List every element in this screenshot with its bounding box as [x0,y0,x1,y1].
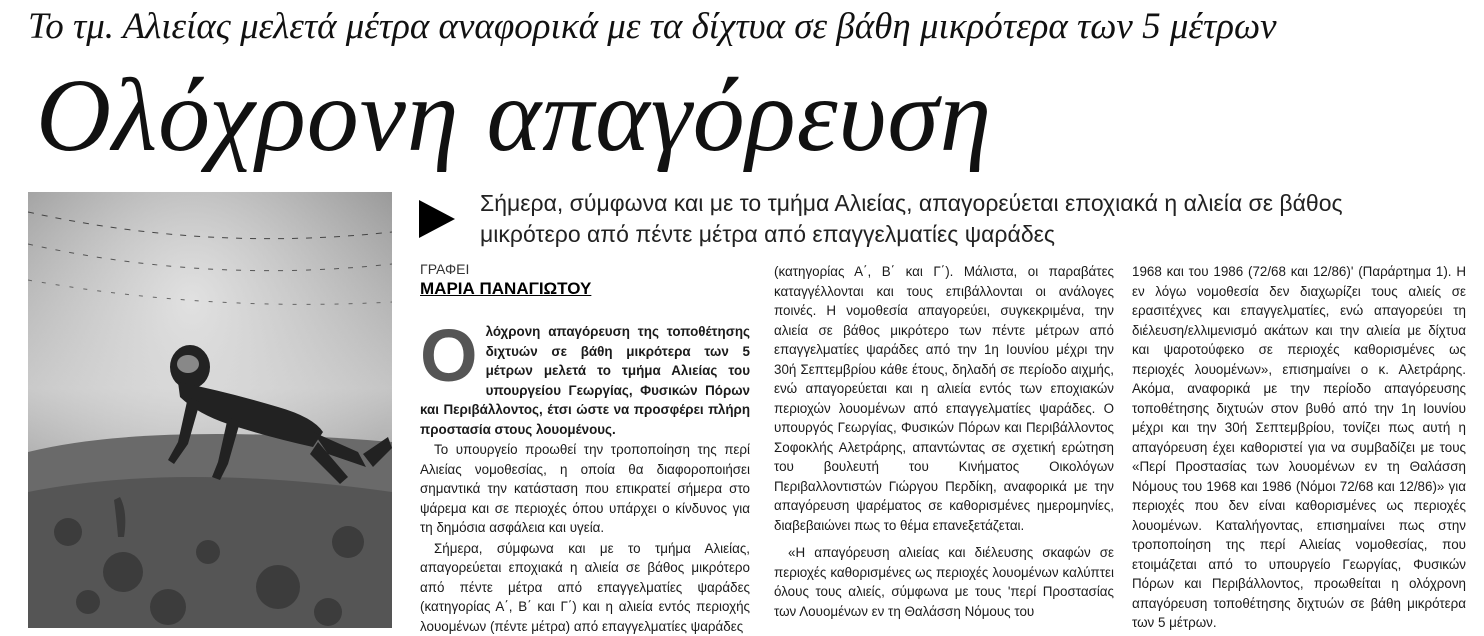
lead-paragraph: Σήμερα, σύμφωνα και με το τμήμα Αλιείας, απαγορεύεται εποχιακά η αλιεία σε βάθος μικρότερο από πέντε μέτρα από επαγγελματίες ψαράδες [480,188,1440,250]
article-paragraph: 1968 και του 1986 (72/68 και 12/86)' (Παράρτημα 1). Η εν λόγω νομοθεσία δεν διαχωρίζει τους αλιείς σε ερασιτέχνες και επαγγελματίες, ενώ απαγορεύει τη διέλευση/ελλιμενισμό ακάτων και την αλιεία με δίχτυα και ψαροτούφεκο σε περιοχές καθορισμένες ως περιοχές λουομένων», επισημαίνει ο κ. Αλετράρης. Ακόμα, αναφορικά με την περίοδο απαγόρευσης τοποθέτησης διχτυών στον βυθό από την 1η Ιουνίου μέχρι και την 30ή Σεπτεμβρίου, τονίζει πως αυτή η απαγόρευση έχει καθοριστεί για να συμβαδίζει με τους «Περί Προστασίας των λουομένων εν τη Θαλάσση Νόμους του 1968 και 1986 (Νόμοι 72/68 και 12/86)» για περιοχές που δεν είναι καθορισμένες ως περιοχές λουομένων. Καταλήγοντας, επισημαίνει πως στην τροποποίηση της περί Αλιείας νομοθεσίας, που ετοιμάζεται από το υπουργείο Γεωργίας, Φυσικών Πόρων και Περιβάλλοντος, προωθείται η ολόχρονη απαγόρευση τοποθέτησης διχτυών σε βάθη μικρότερα των 5 μέτρων. [1132,262,1466,633]
article-paragraph: Το υπουργείο προωθεί την τροποποίηση της περί Αλιείας νομοθεσίας, η οποία θα διαφοροποιήσει σημαντικά την κατάσταση που επικρατεί σήμερα στο ψάρεμα και σε περιοχές όπου υπάρχει ο κίνδυνος για τη δημόσια ασφάλεια και υγεία. [420,440,750,538]
article-column-1 [420,322,750,636]
article-paragraph: (κατηγορίας Α΄, Β΄ και Γ΄). Μάλιστα, οι παραβάτες καταγγέλλονται και τους επιβάλλονται οι ανάλογες ποινές. Η νομοθεσία απαγορεύει, συγκεκριμένα, την αλιεία σε βάθος μικρότερο των πέντε μέτρων από επαγγελματίες ψαράδες από την 1η Ιουνίου μέχρι την 30ή Σεπτεμβρίου κάθε έτους, δηλαδή σε περίοδο αιχμής, ενώ απαγορεύεται και η αλιεία εντός των εποχιακών περιοχών λουομένων από επαγγελματίες ψαράδες. Ο υπουργός Γεωργίας, Φυσικών Πόρων και Περιβάλλοντος Σοφοκλής Αλετράρης, απαντώντας σε σχετική ερώτηση του βουλευτή του Κινήματος Οικολόγων Περιβαλλοντιστών Γιώργου Περδίκη, αναφορικά με την απαγόρευση ψαρέματος σε καθορισμένες ημερομηνίες, διαβεβαιώνει πως το θέμα επανεξετάζεται. [774,262,1114,535]
byline-author: ΜΑΡΙΑ ΠΑΝΑΓΙΩΤΟΥ [420,279,591,299]
headline: Ολόχρονη απαγόρευση [36,56,992,176]
article-paragraph: Σήμερα, σύμφωνα και με το τμήμα Αλιείας, απαγορεύεται εποχιακά η αλιεία σε βάθος μικρότερο από πέντε μέτρα από επαγγελματίες ψαράδες (κατηγορίας Α΄, Β΄ και Γ΄) και η αλιεία εντός περιοχής λουομένων (πέντε μέτρα) από επαγγελματίες ψαράδες [420,539,750,636]
intro-text: λόχρονη απαγόρευση της τοποθέτησης διχτυών σε βάθη μικρότερα των 5 μέτρων μελετά το τμήμα Αλιείας του υπουργείου Γεωργίας, Φυσικών Πόρων και Περιβάλλοντος, έτσι ώστε να προσφέρει πλήρη προστασία στους λουομένους. [420,324,750,437]
lead-arrow-icon [419,200,455,238]
kicker: Το τμ. Αλιείας μελετά μέτρα αναφορικά με τα δίχτυα σε βάθη μικρότερα των 5 μέτρων [28,4,1468,50]
article-paragraph: «Η απαγόρευση αλιείας και διέλευσης σκαφών σε περιοχές καθορισμένες ως περιοχές λουομένων καλύπτει όλους τους αλιείς, σύμφωνα με τους 'περί Προστασίας των Λουομένων εν τη Θαλάσση Νόμους του [774,543,1114,621]
article-intro [420,322,750,439]
article-column-2 [774,262,1114,621]
article-column-3 [1132,262,1466,633]
byline-label: ΓΡΑΦΕΙ [420,261,469,277]
dropcap: Ο [420,326,478,386]
photo-diver-underwater [28,192,392,628]
